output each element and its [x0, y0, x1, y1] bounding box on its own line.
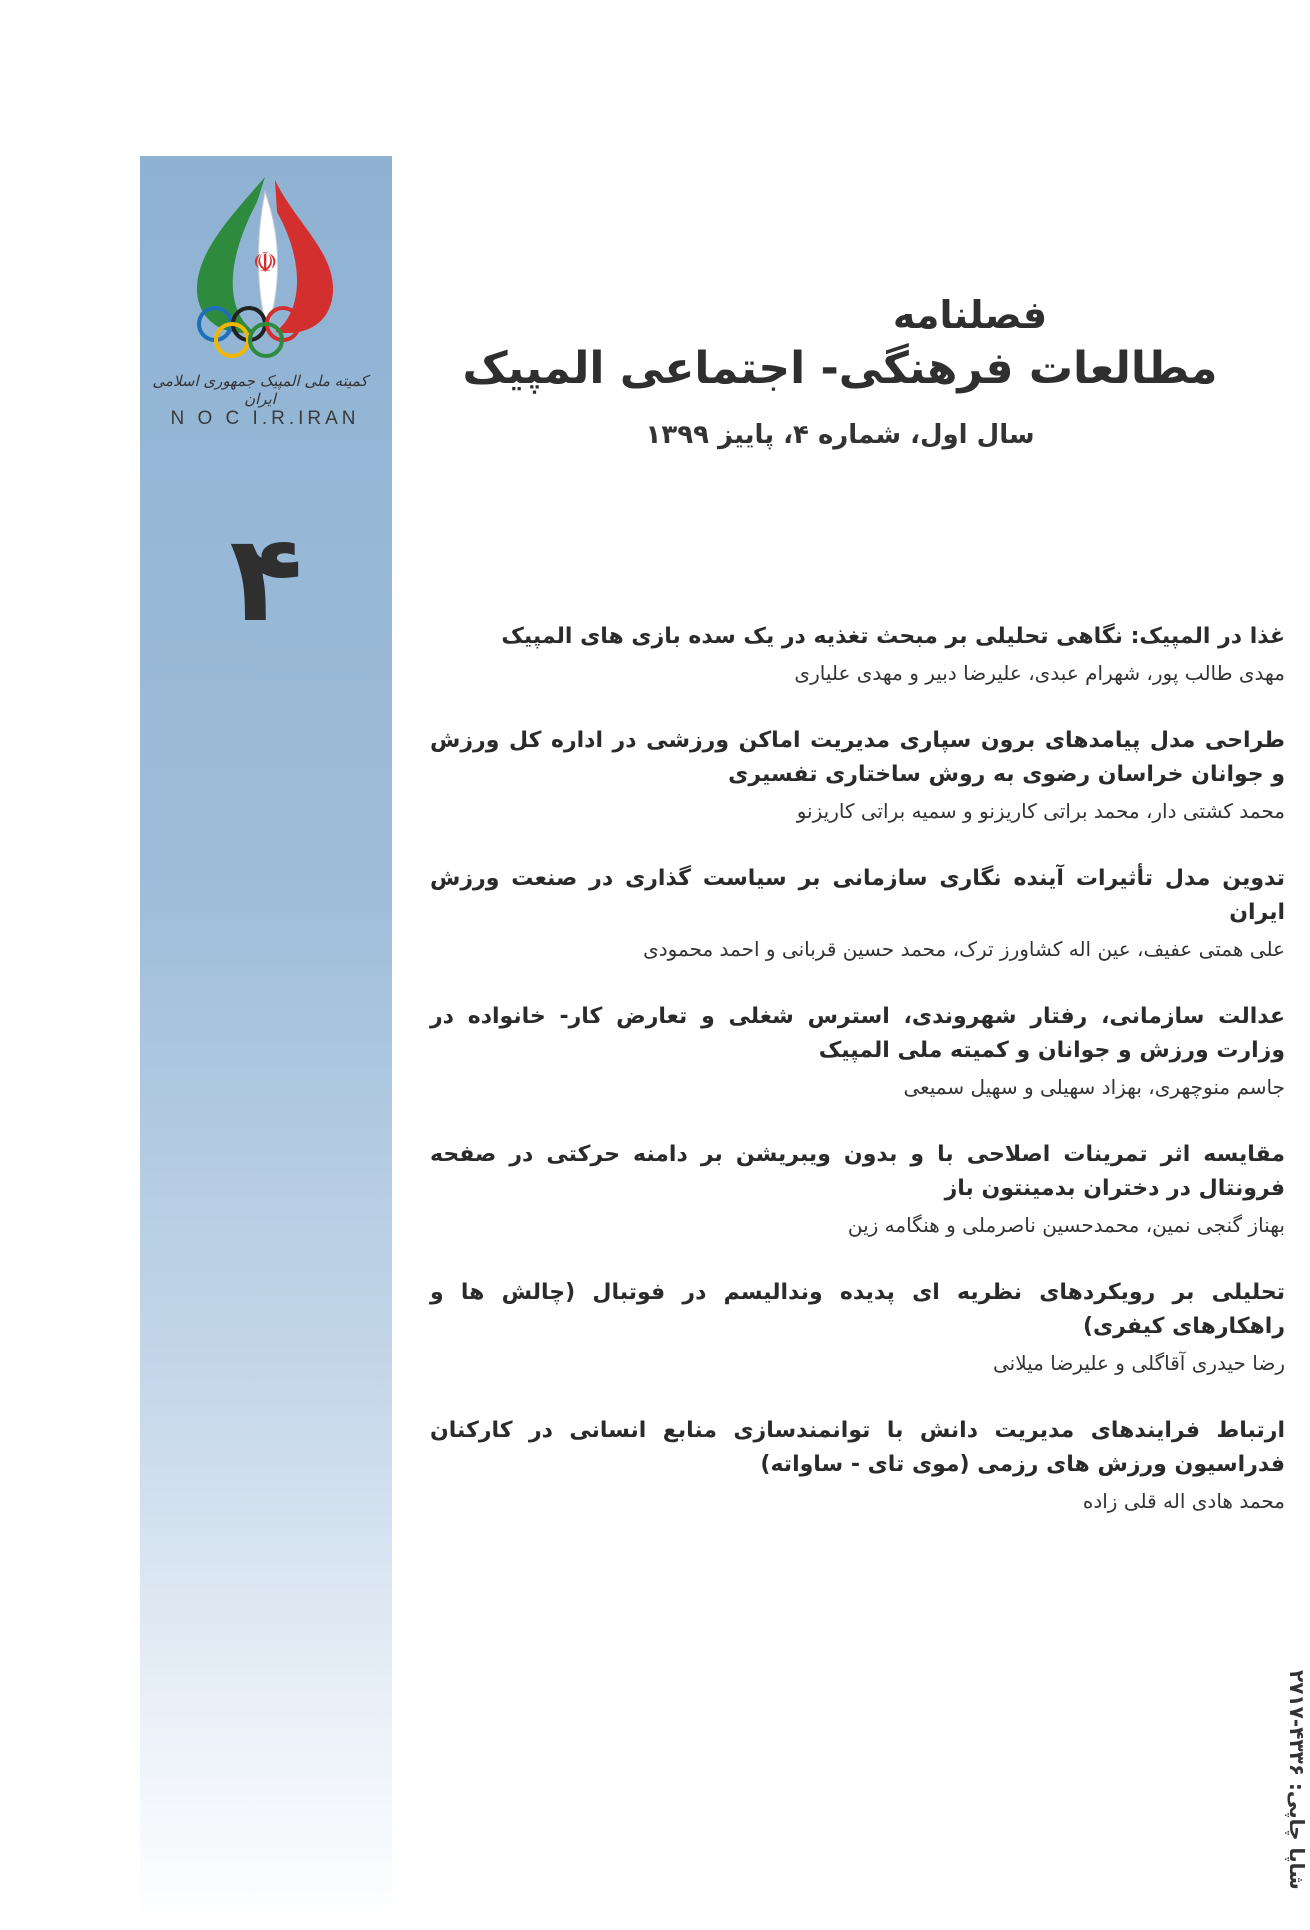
article-authors: مهدی طالب پور، شهرام عبدی، علیرضا دبیر و مهدی علیاری: [794, 661, 1285, 685]
article-authors: علی همتی عفیف، عین اله کشاورز ترک، محمد حسین قربانی و احمد محمودی: [643, 937, 1285, 961]
flame-red: [275, 180, 333, 333]
article-entry: [430, 1276, 1285, 1378]
article-title: عدالت سازمانی، رفتار شهروندی، استرس شغلی و تعارض کار- خانواده در وزارت ورزش و جوانان و کمیته ملی المپیک: [430, 1004, 1285, 1063]
article-entry: [430, 1138, 1285, 1240]
article-title: غذا در المپیک: نگاهی تحلیلی بر مبحث تغذیه در یک سده بازی های المپیک: [501, 624, 1285, 649]
olympic-committee-logo: [185, 172, 345, 372]
table-of-contents: [430, 620, 1285, 1552]
article-entry: [430, 862, 1285, 964]
article-authors: رضا حیدری آقاگلی و علیرضا میلانی: [992, 1351, 1285, 1375]
logo-caption-english: N O C I.R.IRAN: [170, 408, 360, 429]
issue-info: سال اول، شماره ۴، پاییز ۱۳۹۹: [645, 420, 1035, 450]
article-title: طراحی مدل پیامدهای برون سپاری مدیریت اماکن ورزشی در اداره کل ورزش و جوانان خراسان رضوی به روش ساختاری تفسیری: [430, 728, 1285, 787]
issn-print: شاپا چاپی: ۴۳۳۶-۲۷۱۷: [1285, 1670, 1309, 1890]
article-authors: محمد هادی اله قلی زاده: [1082, 1489, 1285, 1513]
article-entry: [430, 620, 1285, 688]
article-title: تحلیلی بر رویکردهای نظریه ای پدیده وندالیسم در فوتبال (چالش ها و راهکارهای کیفری): [430, 1280, 1285, 1339]
article-entry: [430, 724, 1285, 826]
article-entry: [430, 1414, 1285, 1516]
article-title: ارتباط فرایندهای مدیریت دانش با توانمندسازی منابع انسانی در کارکنان فدراسیون ورزش های رزمی (موی تای - ساواته): [430, 1418, 1285, 1477]
emblem-icon: ☫: [252, 246, 278, 279]
article-authors: بهناز گنجی نمین، محمدحسین ناصرملی و هنگامه زین: [847, 1213, 1285, 1237]
article-authors: محمد کشتی دار، محمد براتی کاریزنو و سمیه براتی کاریزنو: [796, 799, 1285, 823]
article-title: تدوین مدل تأثیرات آینده نگاری سازمانی بر سیاست گذاری در صنعت ورزش ایران: [430, 866, 1285, 925]
magazine-title: مطالعات فرهنگی- اجتماعی المپیک: [462, 343, 1218, 394]
logo-caption-persian: کمیته ملی المپیک جمهوری اسلامی ایران: [152, 372, 368, 408]
issue-number: ۴: [229, 510, 303, 649]
magazine-type: فصلنامه: [892, 293, 1048, 337]
masthead: [400, 292, 1280, 452]
article-entry: [430, 1000, 1285, 1102]
article-authors: جاسم منوچهری، بهزاد سهیلی و سهیل سمیعی: [903, 1075, 1285, 1099]
article-title: مقایسه اثر تمرینات اصلاحی با و بدون ویبریشن بر دامنه حرکتی در صفحه فرونتال در دختران بدمینتون باز: [430, 1142, 1285, 1201]
